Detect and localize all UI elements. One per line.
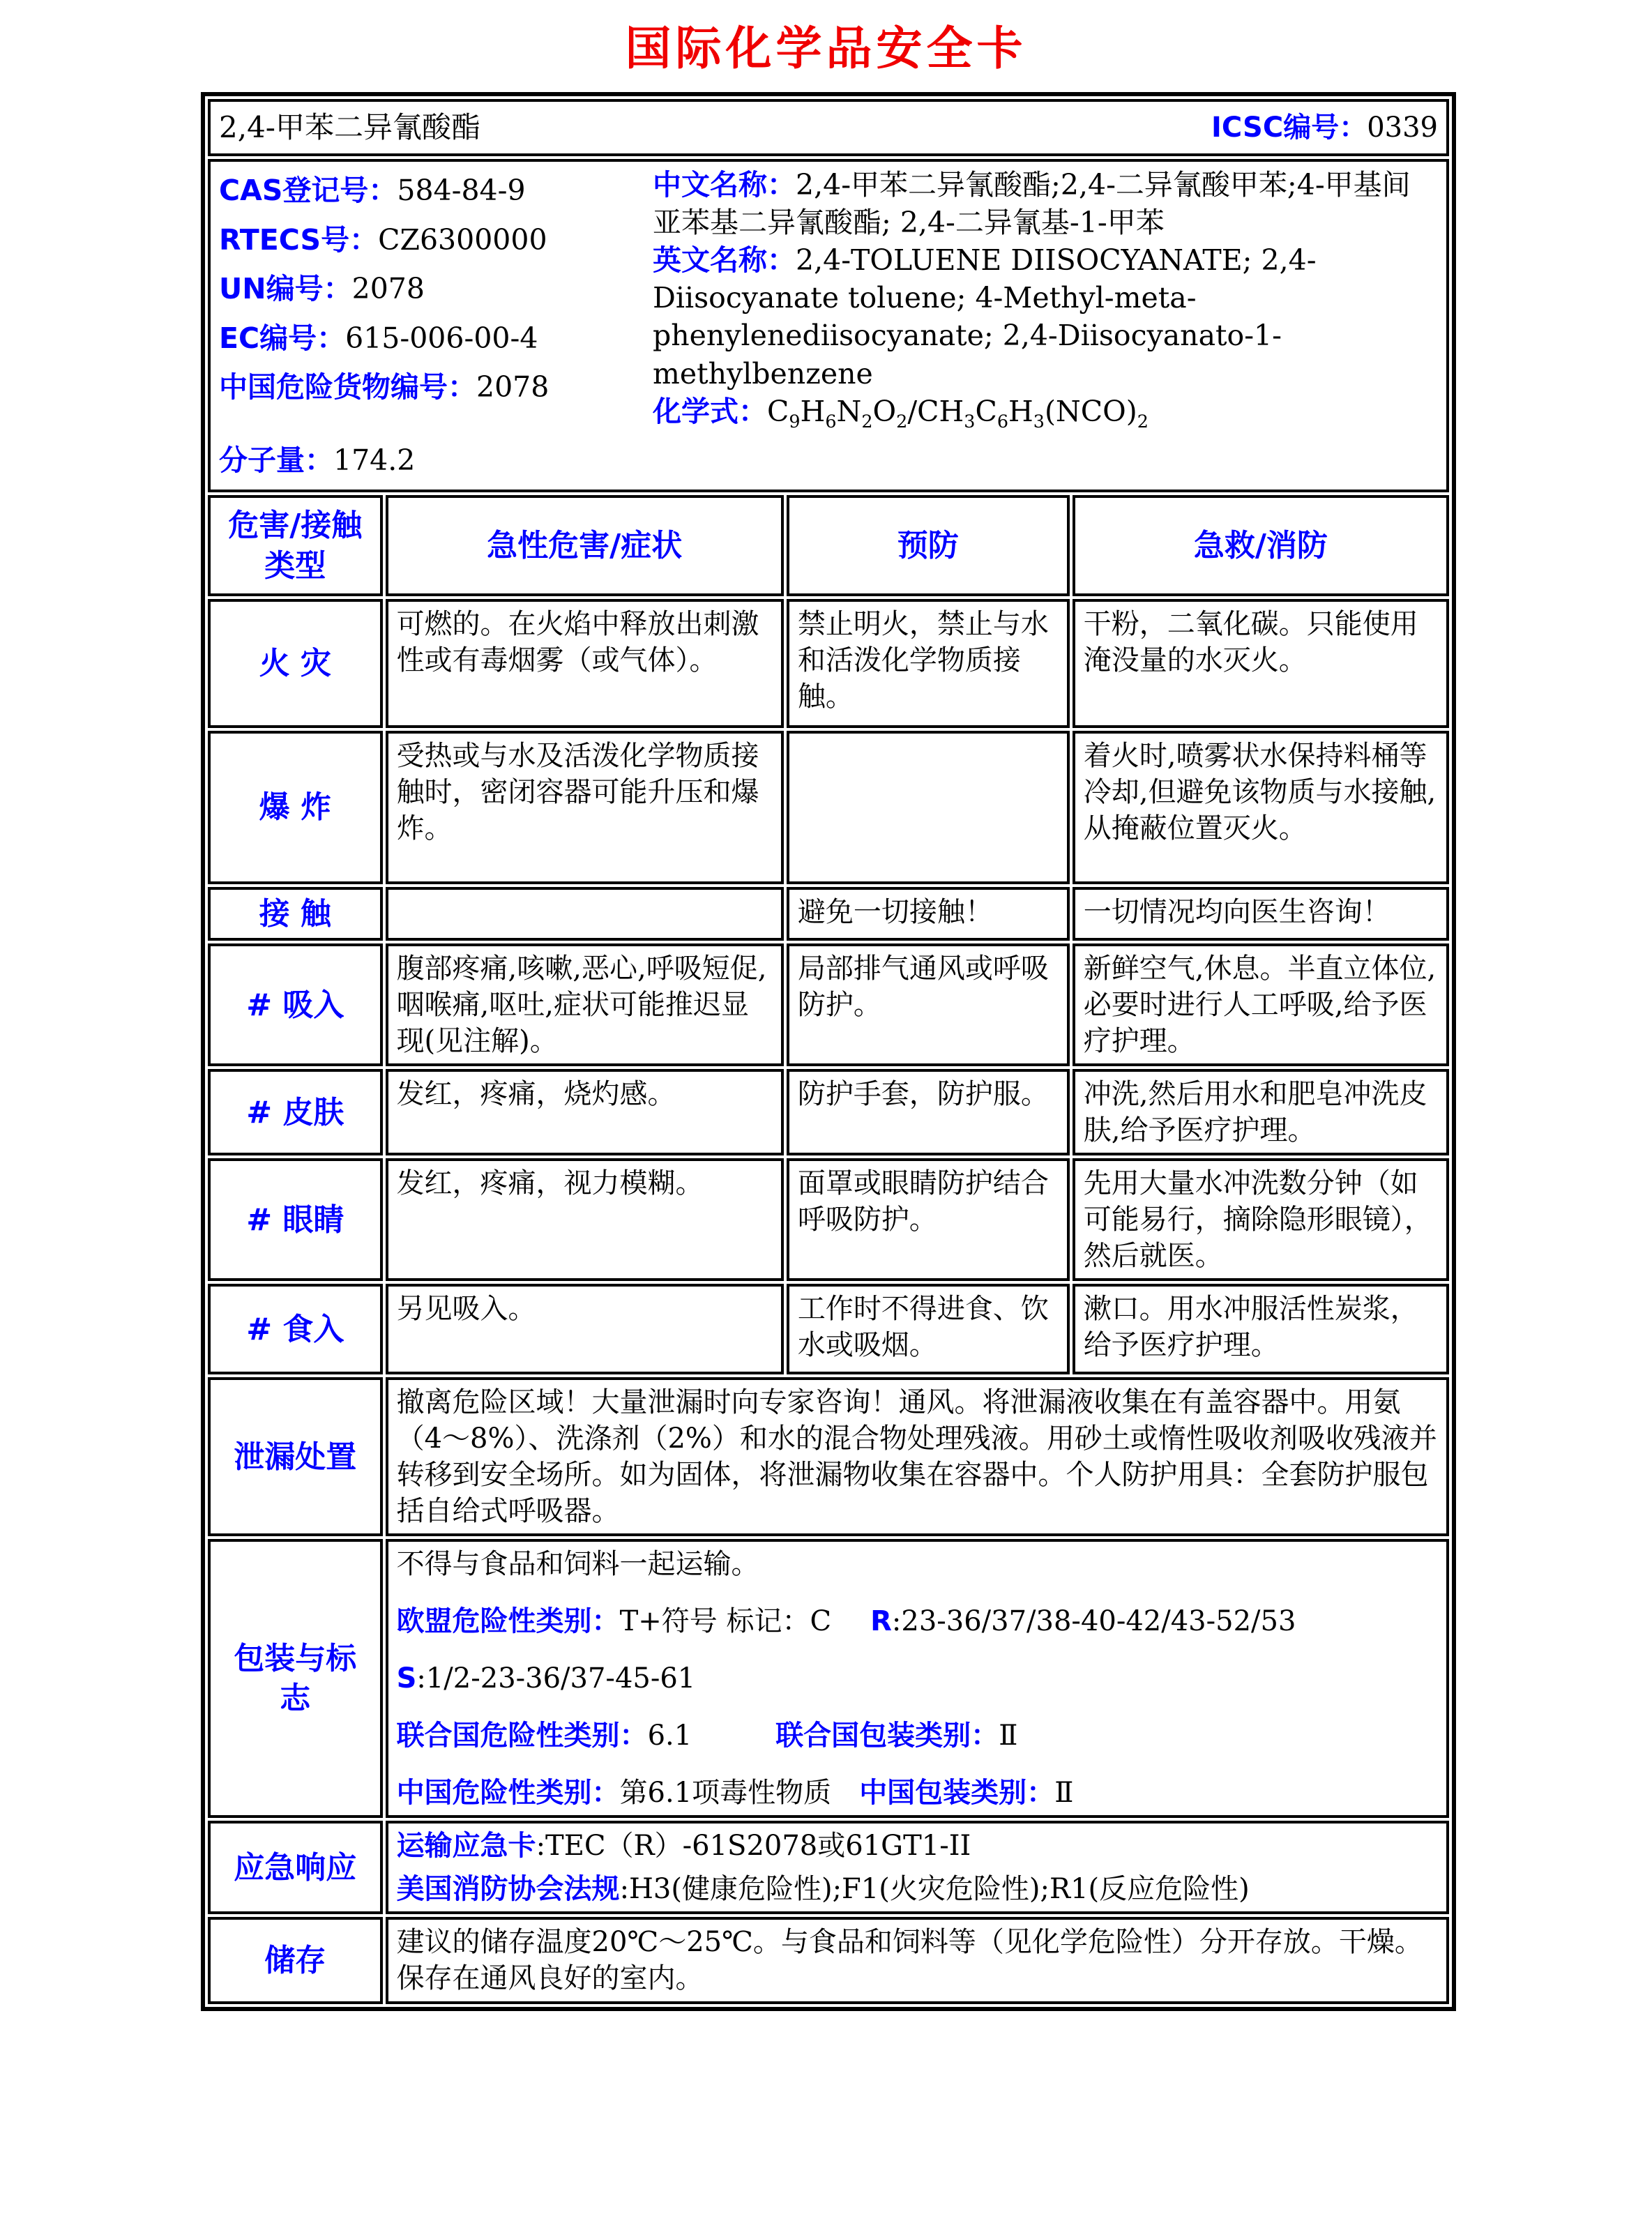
- row-label-explosion: 爆 炸: [208, 731, 383, 884]
- nfpa-line: 美国消防协会法规:H3(健康危险性);F1(火灾危险性);R1(反应危险性): [396, 1873, 1250, 1906]
- row-label-packaging: 包装与标志: [208, 1539, 383, 1818]
- row-label-inhalation: # 吸入: [208, 943, 383, 1066]
- row-label-skin: # 皮肤: [208, 1069, 383, 1155]
- row-label-eyes: # 眼睛: [208, 1158, 383, 1281]
- contact-symptoms: [386, 887, 784, 941]
- row-label-spill: 泄漏处置: [208, 1377, 383, 1536]
- s-phrases-line: S:1/2-23-36/37-45-61: [396, 1662, 696, 1695]
- inhalation-first-aid: 新鲜空气,休息。半直立体位,必要时进行人工呼吸,给予医疗护理。: [1073, 943, 1449, 1066]
- english-name-line: 英文名称：2,4-TOLUENE DIISOCYANATE; 2,4-Diisocyanate toluene; 4-Methyl-meta-phenylenediisocyanate; 2,4-Diisocyanato-1-methylbenzene: [653, 243, 1317, 391]
- inhalation-symptoms: 腹部疼痛,咳嗽,恶心,呼吸短促,咽喉痛,呕吐,症状可能推迟显现(见注解)。: [386, 943, 784, 1066]
- spill-text: 撤离危险区域！大量泄漏时向专家咨询！通风。将泄漏液收集在有盖容器中。用氨（4～8%）、洗涤剂（2%）和水的混合物处理残液。用砂土或惰性吸收剂吸收残液并转移到安全场所。如为固体，将泄漏物收集在容器中。个人防护用具：全套防护服包括自给式呼吸器。: [386, 1377, 1449, 1536]
- identifier-list: [219, 166, 653, 485]
- spill-row: [208, 1377, 1449, 1536]
- emergency-row: [208, 1821, 1449, 1914]
- cn-class-line: 中国危险性类别：第6.1项毒性物质 中国包装类别：Ⅱ: [396, 1777, 1074, 1810]
- rtecs-number-line: RTECS号：CZ6300000: [219, 222, 547, 257]
- fire-prevention: 禁止明火，禁止与水和活泼化学物质接触。: [787, 599, 1070, 728]
- hazard-row-explosion: [208, 731, 1449, 884]
- name-list: [653, 166, 1438, 485]
- ingestion-symptoms: 另见吸入。: [386, 1284, 784, 1374]
- un-number-line: UN编号：2078: [219, 272, 425, 306]
- header-acute-symptoms: 急性危害/症状: [386, 495, 784, 596]
- ingestion-first-aid: 漱口。用水冲服活性炭浆，给予医疗护理。: [1073, 1284, 1449, 1374]
- explosion-first-aid: 着火时,喷雾状水保持料桶等冷却,但避免该物质与水接触,从掩蔽位置灭火。: [1073, 731, 1449, 884]
- tec-line: 运输应急卡:TEC（R）-61S2078或61GT1-II: [396, 1830, 971, 1863]
- row-label-emergency: 应急响应: [208, 1821, 383, 1914]
- fire-symptoms: 可燃的。在火焰中释放出刺激性或有毒烟雾（或气体）。: [386, 599, 784, 728]
- cn-dangerous-goods-number-line: 中国危险货物编号：2078: [219, 370, 550, 404]
- header-prevention: 预防: [787, 495, 1070, 596]
- hazard-row-contact: [208, 887, 1449, 941]
- storage-row: [208, 1917, 1449, 2004]
- cas-number-line: CAS登记号：584-84-9: [219, 174, 526, 207]
- skin-prevention: 防护手套，防护服。: [787, 1069, 1070, 1155]
- packaging-cell: [386, 1539, 1449, 1818]
- skin-first-aid: 冲洗,然后用水和肥皂冲洗皮肤,给予医疗护理。: [1073, 1069, 1449, 1155]
- skin-symptoms: 发红，疼痛，烧灼感。: [386, 1069, 784, 1155]
- chemical-formula: $C_9H_6N_2O_2/CH_3C_6H_3(NCO)_2$: [767, 394, 1149, 432]
- hazard-row-ingestion: [208, 1284, 1449, 1374]
- un-class-line: 联合国危险性类别：6.1 联合国包装类别：Ⅱ: [396, 1720, 1018, 1752]
- hazard-header-row: [208, 495, 1449, 596]
- page-title: 国际化学品安全卡: [625, 22, 1027, 75]
- fire-first-aid: 干粉，二氧化碳。只能使用淹没量的水灭火。: [1073, 599, 1449, 728]
- card-header-row: [208, 99, 1449, 156]
- safety-card-table: [201, 92, 1456, 2011]
- storage-text: 建议的储存温度20℃～25℃。与食品和饲料等（见化学危险性）分开存放。干燥。保存在通风良好的室内。: [386, 1917, 1449, 2004]
- eyes-first-aid: 先用大量水冲洗数分钟（如可能易行，摘除隐形眼镜），然后就医。: [1073, 1158, 1449, 1281]
- chemical-formula-line: 化学式：$C_9H_6N_2O_2/CH_3C_6H_3(NCO)_2$: [653, 394, 1149, 432]
- identification-cell: [208, 159, 1449, 492]
- hazard-row-inhalation: [208, 943, 1449, 1066]
- ingestion-prevention: 工作时不得进食、饮水或吸烟。: [787, 1284, 1070, 1374]
- row-label-ingestion: # 食入: [208, 1284, 383, 1374]
- explosion-prevention: [787, 731, 1070, 884]
- card-header-cell: [208, 99, 1449, 156]
- icsc-number-label: ICSC编号：: [1211, 112, 1367, 144]
- explosion-symptoms: 受热或与水及活泼化学物质接触时，密闭容器可能升压和爆炸。: [386, 731, 784, 884]
- row-label-contact: 接 触: [208, 887, 383, 941]
- header-hazard-type: 危害/接触类型: [208, 495, 383, 596]
- transport-note: 不得与食品和饲料一起运输。: [396, 1548, 759, 1581]
- row-label-fire: 火 灾: [208, 599, 383, 728]
- eu-hazard-line: 欧盟危险性类别：T+符号 标记：C R:23-36/37/38-40-42/43-52/53: [396, 1605, 1296, 1638]
- hazard-row-eyes: [208, 1158, 1449, 1281]
- identification-row: [208, 159, 1449, 492]
- molecular-weight-line: 分子量：174.2: [219, 443, 416, 478]
- contact-prevention: 避免一切接触！: [787, 887, 1070, 941]
- emergency-cell: [386, 1821, 1449, 1914]
- contact-first-aid: 一切情况均向医生咨询！: [1073, 887, 1449, 941]
- eyes-prevention: 面罩或眼睛防护结合呼吸防护。: [787, 1158, 1070, 1281]
- row-label-storage: 储存: [208, 1917, 383, 2004]
- hazard-row-fire: [208, 599, 1449, 728]
- ec-number-line: EC编号：615-006-00-4: [219, 321, 538, 355]
- chinese-name-line: 中文名称：2,4-甲苯二异氰酸酯;2,4-二异氰酸甲苯;4-甲基间亚苯基二异氰酸酯; 2,4-二异氰基-1-甲苯: [653, 168, 1411, 240]
- icsc-number-value: 0339: [1367, 112, 1438, 144]
- header-first-aid: 急救/消防: [1073, 495, 1449, 596]
- eyes-symptoms: 发红，疼痛，视力模糊。: [386, 1158, 784, 1281]
- chemical-name: 2,4-甲苯二异氰酸酯: [219, 109, 480, 144]
- packaging-row: [208, 1539, 1449, 1818]
- inhalation-prevention: 局部排气通风或呼吸防护。: [787, 943, 1070, 1066]
- hazard-row-skin: [208, 1069, 1449, 1155]
